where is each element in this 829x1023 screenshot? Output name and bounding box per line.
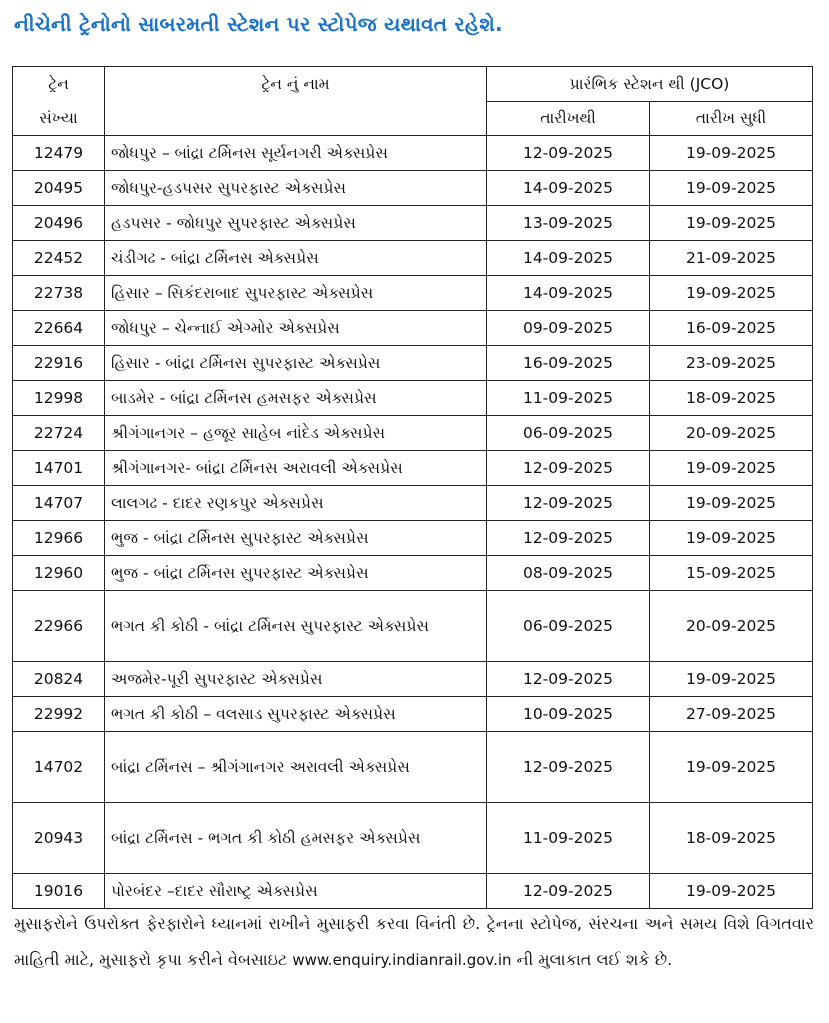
train-name-cell: હડપસર - જોધપુર સુપરફાસ્ટ એક્સપ્રેસ [105, 206, 487, 241]
to-date-cell: 27-09-2025 [650, 697, 813, 732]
train-name-cell: શ્રીગંગાનગર – હજૂર સાહેબ નાંદેડ એક્સપ્રેસ [105, 416, 487, 451]
from-date-cell: 06-09-2025 [487, 591, 650, 662]
train-number-cell: 12966 [13, 521, 105, 556]
train-name-cell: ચંડીગઢ - બાંદ્રા ટર્મિનસ એક્સપ્રેસ [105, 241, 487, 276]
train-name-cell: જોધપુર – ચેન્નાઈ એગ્મોર એક્સપ્રેસ [105, 311, 487, 346]
train-number-cell: 22664 [13, 311, 105, 346]
from-date-header: તારીખથી [487, 102, 650, 136]
train-number-header-line1: ટ્રેન [48, 75, 69, 93]
from-date-cell: 14-09-2025 [487, 171, 650, 206]
from-date-cell: 11-09-2025 [487, 803, 650, 874]
from-date-cell: 12-09-2025 [487, 732, 650, 803]
to-date-cell: 20-09-2025 [650, 416, 813, 451]
table-row [13, 556, 813, 591]
to-date-cell: 19-09-2025 [650, 136, 813, 171]
train-number-cell: 22916 [13, 346, 105, 381]
train-name-cell: અજમેર-પૂરી સુપરફાસ્ટ એક્સપ્રેસ [105, 662, 487, 697]
from-date-cell: 12-09-2025 [487, 486, 650, 521]
table-row [13, 697, 813, 732]
train-number-cell: 14701 [13, 451, 105, 486]
train-number-cell: 22452 [13, 241, 105, 276]
table-row [13, 311, 813, 346]
from-date-cell: 12-09-2025 [487, 662, 650, 697]
train-name-cell: લાલગઢ - દાદર રણકપુર એક્સપ્રેસ [105, 486, 487, 521]
train-name-header: ટ્રેન નું નામ [105, 67, 487, 136]
train-number-cell: 14702 [13, 732, 105, 803]
from-date-cell: 12-09-2025 [487, 521, 650, 556]
to-date-cell: 19-09-2025 [650, 521, 813, 556]
train-name-cell: હિસાર - બાંદ્રા ટર્મિનસ સુપરફાસ્ટ એક્સપ્રેસ [105, 346, 487, 381]
from-date-cell: 08-09-2025 [487, 556, 650, 591]
table-row [13, 521, 813, 556]
table-row [13, 451, 813, 486]
to-date-cell: 19-09-2025 [650, 874, 813, 909]
train-number-cell: 20943 [13, 803, 105, 874]
train-name-cell: બાંદ્રા ટર્મિનસ – શ્રીગંગાનગર અરાવલી એક્સપ્રેસ [105, 732, 487, 803]
train-number-cell: 22966 [13, 591, 105, 662]
to-date-cell: 21-09-2025 [650, 241, 813, 276]
train-number-cell: 12960 [13, 556, 105, 591]
train-name-cell: ભગત કી કોઠી - બાંદ્રા ટર્મિનસ સુપરફાસ્ટ એક્સપ્રેસ [105, 591, 487, 662]
train-number-cell: 20495 [13, 171, 105, 206]
to-date-cell: 19-09-2025 [650, 171, 813, 206]
from-date-cell: 14-09-2025 [487, 276, 650, 311]
table-row [13, 171, 813, 206]
to-date-cell: 19-09-2025 [650, 206, 813, 241]
table-header-row-1 [13, 67, 813, 102]
footer-text-before: મુસાફરોને ઉપરોક્ત ફેરફારોને ધ્યાનમાં રાખીને મુસાફરી કરવા વિનંતી છે. ટ્રેનના સ્ટોપેજ, સંરચના અને સમય વિશે વિગતવાર માહિતી માટે, મુસાફરો કૃપા કરીને વેબસાઇટ [14, 914, 814, 969]
from-date-cell: 06-09-2025 [487, 416, 650, 451]
from-date-cell: 12-09-2025 [487, 451, 650, 486]
to-date-cell: 19-09-2025 [650, 662, 813, 697]
to-date-cell: 20-09-2025 [650, 591, 813, 662]
table-row [13, 206, 813, 241]
train-number-cell: 22724 [13, 416, 105, 451]
table-row [13, 486, 813, 521]
train-number-cell: 12998 [13, 381, 105, 416]
to-date-cell: 19-09-2025 [650, 276, 813, 311]
train-name-cell: હિસાર – સિકંદરાબાદ સુપરફાસ્ટ એક્સપ્રેસ [105, 276, 487, 311]
from-date-cell: 13-09-2025 [487, 206, 650, 241]
from-date-cell: 14-09-2025 [487, 241, 650, 276]
train-name-cell: જોધપુર – બાંદ્રા ટર્મિનસ સૂર્યનગરી એક્સપ્રેસ [105, 136, 487, 171]
train-name-cell: બાડમેર - બાંદ્રા ટર્મિનસ હમસફર એક્સપ્રેસ [105, 381, 487, 416]
train-number-cell: 20496 [13, 206, 105, 241]
from-date-cell: 11-09-2025 [487, 381, 650, 416]
footer-note [14, 906, 814, 978]
train-name-cell: જોધપુર-હડપસર સુપરફાસ્ટ એક્સપ્રેસ [105, 171, 487, 206]
train-number-cell: 19016 [13, 874, 105, 909]
to-date-cell: 18-09-2025 [650, 803, 813, 874]
website-link[interactable]: www.enquiry.indianrail.gov.in [292, 951, 512, 969]
train-number-cell: 12479 [13, 136, 105, 171]
to-date-header: તારીખ સુધી [650, 102, 813, 136]
train-name-cell: ભુજ - બાંદ્રા ટર્મિનસ સુપરફાસ્ટ એક્સપ્રેસ [105, 521, 487, 556]
table-row [13, 346, 813, 381]
from-date-cell: 10-09-2025 [487, 697, 650, 732]
footer-text-after: ની મુલાકાત લઈ શકે છે. [516, 950, 673, 969]
train-number-cell: 22738 [13, 276, 105, 311]
train-name-cell: શ્રીગંગાનગર- બાંદ્રા ટર્મિનસ અરાવલી એક્સપ્રેસ [105, 451, 487, 486]
table-row [13, 136, 813, 171]
table-row [13, 803, 813, 874]
from-date-cell: 12-09-2025 [487, 874, 650, 909]
table-row [13, 732, 813, 803]
table-row [13, 874, 813, 909]
page-heading: નીચેની ટ્રેનોનો સાબરમતી સ્ટેશન પર સ્ટોપેજ યથાવત રહેશે. [14, 12, 503, 36]
to-date-cell: 16-09-2025 [650, 311, 813, 346]
train-name-cell: ભગત કી કોઠી – વલસાડ સુપરફાસ્ટ એક્સપ્રેસ [105, 697, 487, 732]
table-row [13, 591, 813, 662]
train-number-cell: 20824 [13, 662, 105, 697]
from-date-cell: 16-09-2025 [487, 346, 650, 381]
train-table [12, 66, 813, 909]
to-date-cell: 19-09-2025 [650, 486, 813, 521]
table-row [13, 662, 813, 697]
table-row [13, 381, 813, 416]
train-name-cell: ભુજ - બાંદ્રા ટર્મિનસ સુપરફાસ્ટ એક્સપ્રેસ [105, 556, 487, 591]
train-number-cell: 22992 [13, 697, 105, 732]
train-number-header-line2: સંખ્યા [39, 109, 78, 127]
to-date-cell: 19-09-2025 [650, 451, 813, 486]
train-name-cell: પોરબંદર –દાદર સૌરાષ્ટ્ર એક્સપ્રેસ [105, 874, 487, 909]
table-row [13, 276, 813, 311]
to-date-cell: 15-09-2025 [650, 556, 813, 591]
table-row [13, 241, 813, 276]
train-number-header [13, 67, 105, 136]
to-date-cell: 23-09-2025 [650, 346, 813, 381]
train-name-cell: બાંદ્રા ટર્મિનસ - ભગત કી કોઠી હમસફર એક્સપ્રેસ [105, 803, 487, 874]
from-date-cell: 09-09-2025 [487, 311, 650, 346]
train-number-cell: 14707 [13, 486, 105, 521]
to-date-cell: 19-09-2025 [650, 732, 813, 803]
from-date-cell: 12-09-2025 [487, 136, 650, 171]
start-station-header: પ્રારંભિક સ્ટેશન થી (JCO) [487, 67, 813, 102]
to-date-cell: 18-09-2025 [650, 381, 813, 416]
train-rows [13, 136, 813, 909]
table-row [13, 416, 813, 451]
